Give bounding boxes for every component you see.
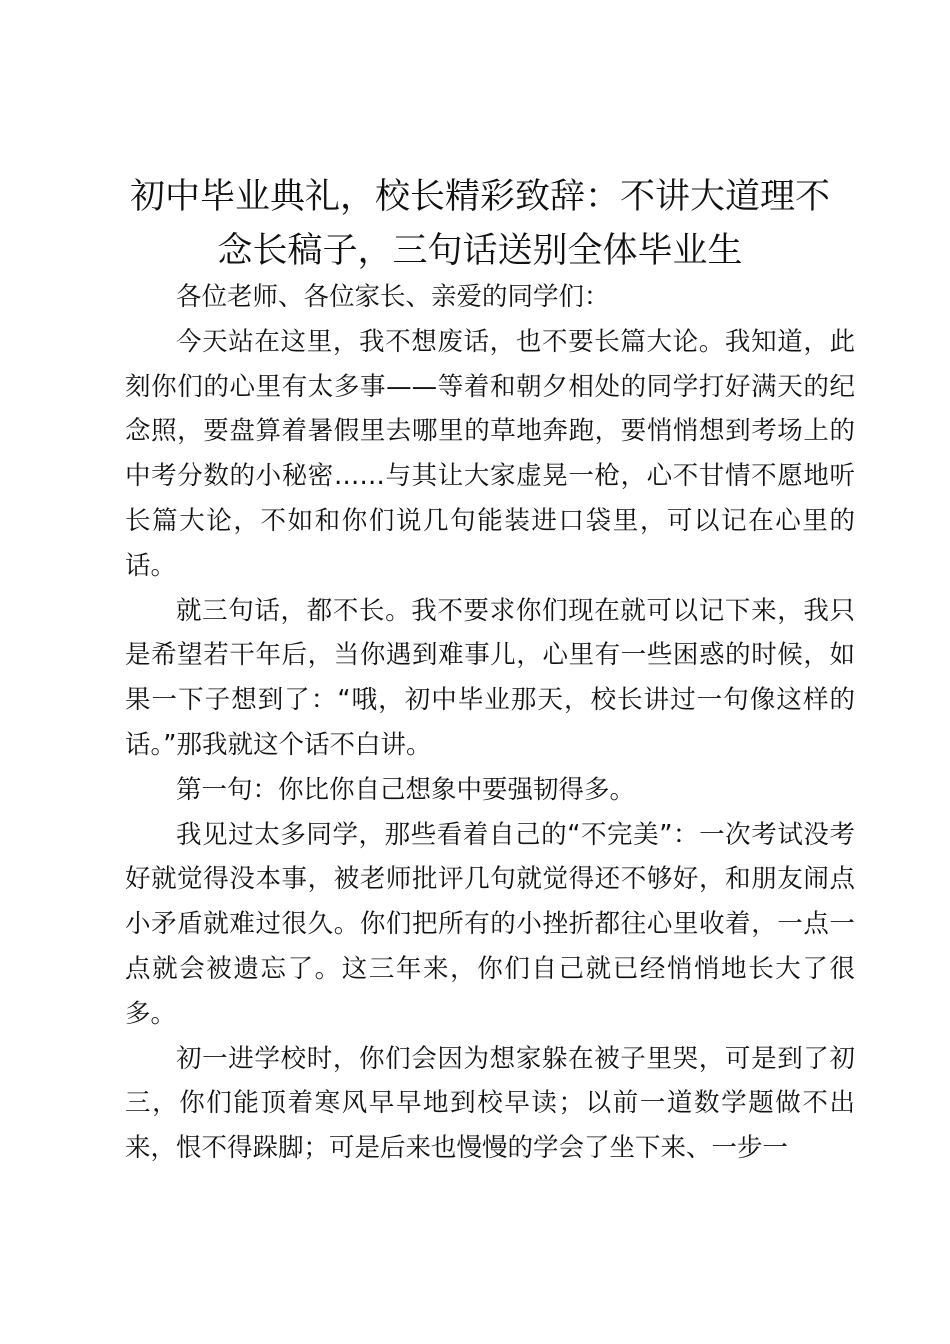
document-body <box>125 275 855 1171</box>
body-paragraph: 初一进学校时，你们会因为想家躲在被子里哭，可是到了初三，你们能顶着寒风早早地到校早读；以前一道数学题做不出来，恨不得跺脚；可是后来也慢慢的学会了坐下来、一步一 <box>125 1043 855 1164</box>
title-line-2: 念长稿子，三句话送别全体毕业生 <box>217 231 743 271</box>
body-paragraph: 就三句话，都不长。我不要求你们现在就可以记下来，我只是希望若干年后，当你遇到难事儿，心里有一些困惑的时候，如果一下子想到了：“哦，初中毕业那天，校长讲过一句像这样的话。”那我就这个话不白讲。 <box>125 595 855 760</box>
section-heading-paragraph: 第一句：你比你自己想象中要强韧得多。 <box>176 774 636 805</box>
salutation-paragraph: 各位老师、各位家长、亲爱的同学们： <box>176 282 610 312</box>
document-title <box>120 170 840 278</box>
body-paragraph: 我见过太多同学，那些看着自己的“不完美”：一次考试没考好就觉得没本事，被老师批评几句就觉得还不够好，和朋友闹点小矛盾就难过很久。你们把所有的小挫折都往心里收着，一点一点就会被遗忘了。这三年来，你们自己就已经悄悄地长大了很多。 <box>125 819 855 1029</box>
body-paragraph: 今天站在这里，我不想废话，也不要长篇大论。我知道，此刻你们的心里有太多事——等着和朝夕相处的同学打好满天的纪念照，要盘算着暑假里去哪里的草地奔跑，要悄悄想到考场上的中考分数的小秘密……与其让大家虚晃一枪，心不甘情不愿地听长篇大论，不如和你们说几句能装进口袋里，可以记在心里的话。 <box>125 326 855 581</box>
title-line-1: 初中毕业典礼，校长精彩致辞：不讲大道理不 <box>129 177 830 217</box>
